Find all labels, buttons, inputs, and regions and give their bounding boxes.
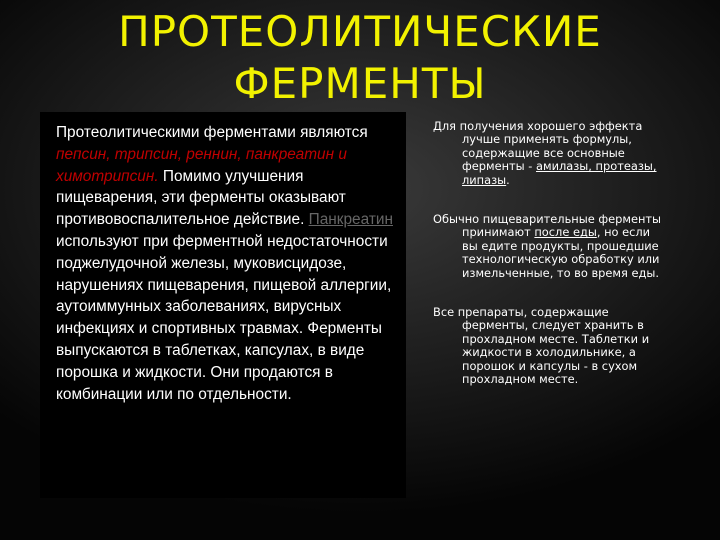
right-paragraph-1 <box>433 120 663 187</box>
right-text-column <box>433 120 663 387</box>
right-paragraph-3: Все препараты, содержащие ферменты, следует хранить в прохладном месте. Таблетки и жидкости в холодильнике, а порошок и капсулы - в сухом прохладном месте. <box>433 305 650 387</box>
right-p2-underlined: после еды <box>534 225 597 240</box>
right-paragraph-2 <box>433 213 663 280</box>
left-text-part-1: Протеолитическими ферментами являются <box>56 124 368 141</box>
title-line-2: ФЕРМЕНТЫ <box>233 59 487 108</box>
title-line-1: ПРОТЕОЛИТИЧЕСКИЕ <box>118 7 602 56</box>
left-text-part-3: используют при ферментной недостаточности поджелудочной железы, муковисцидозе, нарушениях пищеварения, пищевой аллергии, аутоиммунных заболеваниях, вирусных инфекциях и спортивных травмах. Ферменты выпускаются в таблетках, капсулах, в виде порошка и жидкости. Они продаются в комбинации или по отдельности. <box>56 232 392 403</box>
enzyme-list-highlight: пепсин, трипсин, реннин, панкреатин и химотрипсин. <box>56 145 347 185</box>
right-p2-end: , но если вы едите продукты, прошедшие технологическую обработку или измельченные, то во время еды. <box>462 225 660 280</box>
left-text-part-2: Помимо улучшения пищеварения, эти ферменты оказывают противовоспалительное действие. <box>56 167 346 229</box>
right-p2-text: Обычно пищеварительные ферменты принимают <box>433 212 662 240</box>
right-p1-end: . <box>506 172 510 187</box>
left-text-panel <box>40 112 406 498</box>
right-p1-text: Для получения хорошего эффекта лучше применять формулы, содержащие все основные ферменты - <box>433 119 643 174</box>
left-paragraph <box>56 122 400 405</box>
pancreatin-link[interactable]: Панкреатин <box>308 211 393 229</box>
slide-title <box>0 6 720 110</box>
right-p1-underlined: амилазы, протеазы, липазы <box>462 159 657 187</box>
